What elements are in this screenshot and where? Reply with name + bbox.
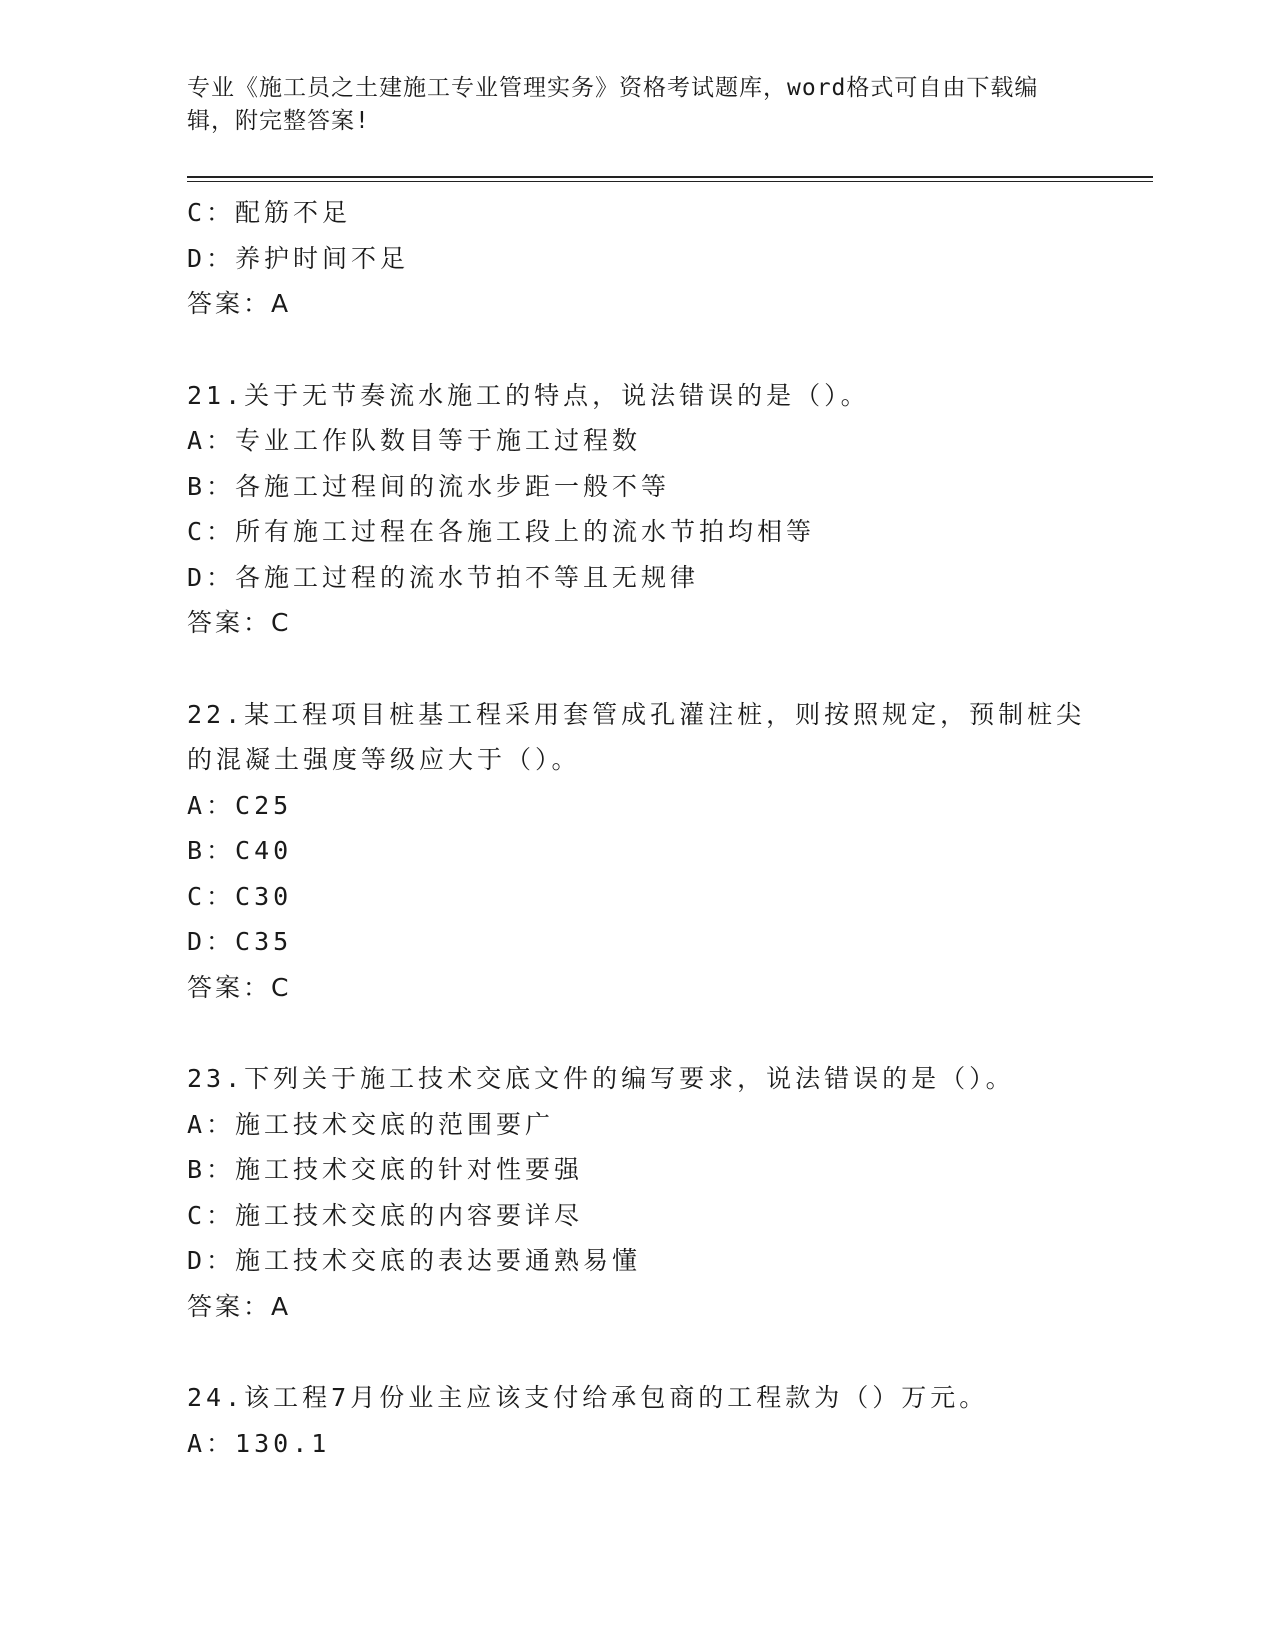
option-b: B：各施工过程间的流水步距一般不等 [187,471,671,501]
option-d: D：各施工过程的流水节拍不等且无规律 [187,562,700,592]
document-header: 专业《施工员之土建施工专业管理实务》资格考试题库，word格式可自由下载编辑，附完整答案! [187,75,1039,134]
option-b: B：C40 [187,836,293,865]
option-a: A：C25 [187,790,293,820]
question-list [187,190,1107,1466]
option-d: D：养护时间不足 [187,243,410,273]
option-c: C：配筋不足 [187,198,352,227]
option-c: C：施工技术交底的内容要详尽 [187,1200,584,1230]
option-a: A：施工技术交底的范围要广 [187,1109,555,1139]
answer: 答案：A [187,289,292,318]
option-b: B：施工技术交底的针对性要强 [187,1155,584,1184]
question-23 [187,1056,1107,1329]
header-rule-thin [187,181,1153,182]
question-text: 22.某工程项目桩基工程采用套管成孔灌注桩，则按照规定，预制桩尖的混凝土强度等级应大于（）。 [187,699,1086,774]
question-text: 21.关于无节奏流水施工的特点，说法错误的是（）。 [187,380,870,410]
option-a: A：130.1 [187,1428,331,1458]
option-d: D：C35 [187,927,293,956]
option-c: C：所有施工过程在各施工段上的流水节拍均相等 [187,517,816,546]
question-22 [187,692,1107,1011]
option-c: C：C30 [187,881,293,911]
question-21 [187,373,1107,646]
header-rule-thick [187,176,1153,178]
option-a: A：专业工作队数目等于施工过程数 [187,426,642,455]
option-d: D：施工技术交底的表达要通熟易懂 [187,1246,642,1275]
answer: 答案：C [187,972,292,1002]
answer: 答案：C [187,608,292,637]
question-text: 24.该工程7月份业主应该支付给承包商的工程款为（）万元。 [187,1383,989,1412]
question-text: 23.下列关于施工技术交底文件的编写要求，说法错误的是（）。 [187,1064,1015,1093]
question-partial [187,190,1107,327]
question-24 [187,1375,1107,1466]
answer: 答案：A [187,1291,292,1321]
